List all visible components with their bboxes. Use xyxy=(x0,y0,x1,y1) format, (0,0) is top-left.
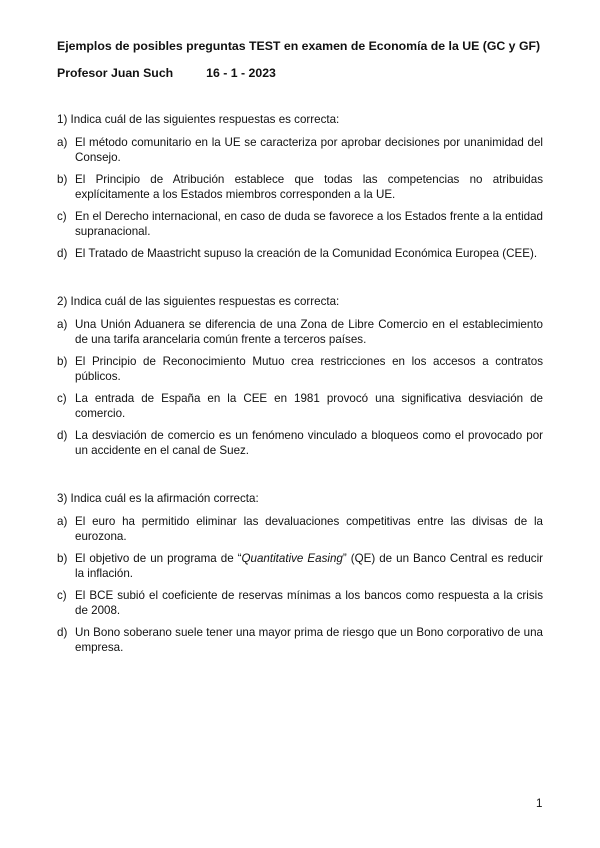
option-3a xyxy=(57,514,543,544)
option-letter: c) xyxy=(57,392,67,405)
option-1d xyxy=(57,246,543,261)
option-text-before: El objetivo de un programa de “ xyxy=(75,552,242,565)
option-text: Una Unión Aduanera se diferencia de una Zona de Libre Comercio en el establecimiento de una tarifa arancelaria común frente a terceros países. xyxy=(75,318,543,346)
option-letter: d) xyxy=(57,247,68,260)
option-2a xyxy=(57,317,543,347)
option-text: El Principio de Reconocimiento Mutuo crea restricciones en los accesos a contratos públicos. xyxy=(75,355,543,383)
option-2b xyxy=(57,354,543,384)
option-letter: b) xyxy=(57,355,68,368)
document-title: Ejemplos de posibles preguntas TEST en examen de Economía de la UE (GC y GF) xyxy=(57,39,541,53)
question-text: 1) Indica cuál de las siguientes respuestas es correcta: xyxy=(57,113,340,126)
option-text: Un Bono soberano suele tener una mayor prima de riesgo que un Bono corporativo de una empresa. xyxy=(75,626,543,654)
option-text: El Principio de Atribución establece que todas las competencias no atribuidas explícitamente a los Estados miembros corresponden a la UE. xyxy=(75,173,543,201)
option-3d xyxy=(57,625,543,655)
option-text-italic: Quantitative Easing xyxy=(241,552,343,565)
option-letter: b) xyxy=(57,173,68,186)
author-name: Profesor Juan Such xyxy=(57,66,174,80)
option-1c xyxy=(57,209,543,239)
option-1b xyxy=(57,172,543,202)
option-letter: a) xyxy=(57,515,68,528)
question-1 xyxy=(57,112,543,261)
option-2c xyxy=(57,391,543,421)
option-letter: a) xyxy=(57,318,68,331)
author-line xyxy=(57,65,543,81)
question-text: 3) Indica cuál es la afirmación correcta: xyxy=(57,492,259,505)
option-3b xyxy=(57,551,543,581)
option-letter: d) xyxy=(57,429,68,442)
option-text xyxy=(75,551,543,581)
option-letter: c) xyxy=(57,210,67,223)
option-3c xyxy=(57,588,543,618)
option-1a xyxy=(57,135,543,165)
option-text: El euro ha permitido eliminar las devaluaciones competitivas entre las divisas de la eurozona. xyxy=(75,515,543,543)
option-letter: b) xyxy=(57,552,68,565)
question-2 xyxy=(57,294,543,458)
option-letter: c) xyxy=(57,589,67,602)
question-3 xyxy=(57,491,543,655)
option-text: En el Derecho internacional, en caso de duda se favorece a los Estados frente a la entidad supranacional. xyxy=(75,210,543,238)
option-text: El BCE subió el coeficiente de reservas mínimas a los bancos como respuesta a la crisis de 2008. xyxy=(75,589,543,617)
option-text: La desviación de comercio es un fenómeno vinculado a bloqueos como el provocado por un accidente en el canal de Suez. xyxy=(75,429,543,457)
option-2d xyxy=(57,428,543,458)
option-text: El método comunitario en la UE se caracteriza por aprobar decisiones por unanimidad del Consejo. xyxy=(75,136,543,164)
question-text: 2) Indica cuál de las siguientes respuestas es correcta: xyxy=(57,295,340,308)
option-letter: a) xyxy=(57,136,68,149)
option-text: La entrada de España en la CEE en 1981 provocó una significativa desviación de comercio. xyxy=(75,392,543,420)
exam-date: 16 - 1 - 2023 xyxy=(206,66,276,80)
option-text: El Tratado de Maastricht supuso la creación de la Comunidad Económica Europea (CEE). xyxy=(75,247,538,260)
page-number: 1 xyxy=(536,797,543,810)
option-text-after: ” (QE) de un Banco Central es reducir la inflación. xyxy=(75,552,544,580)
document-page xyxy=(57,38,543,662)
option-letter: d) xyxy=(57,626,68,639)
